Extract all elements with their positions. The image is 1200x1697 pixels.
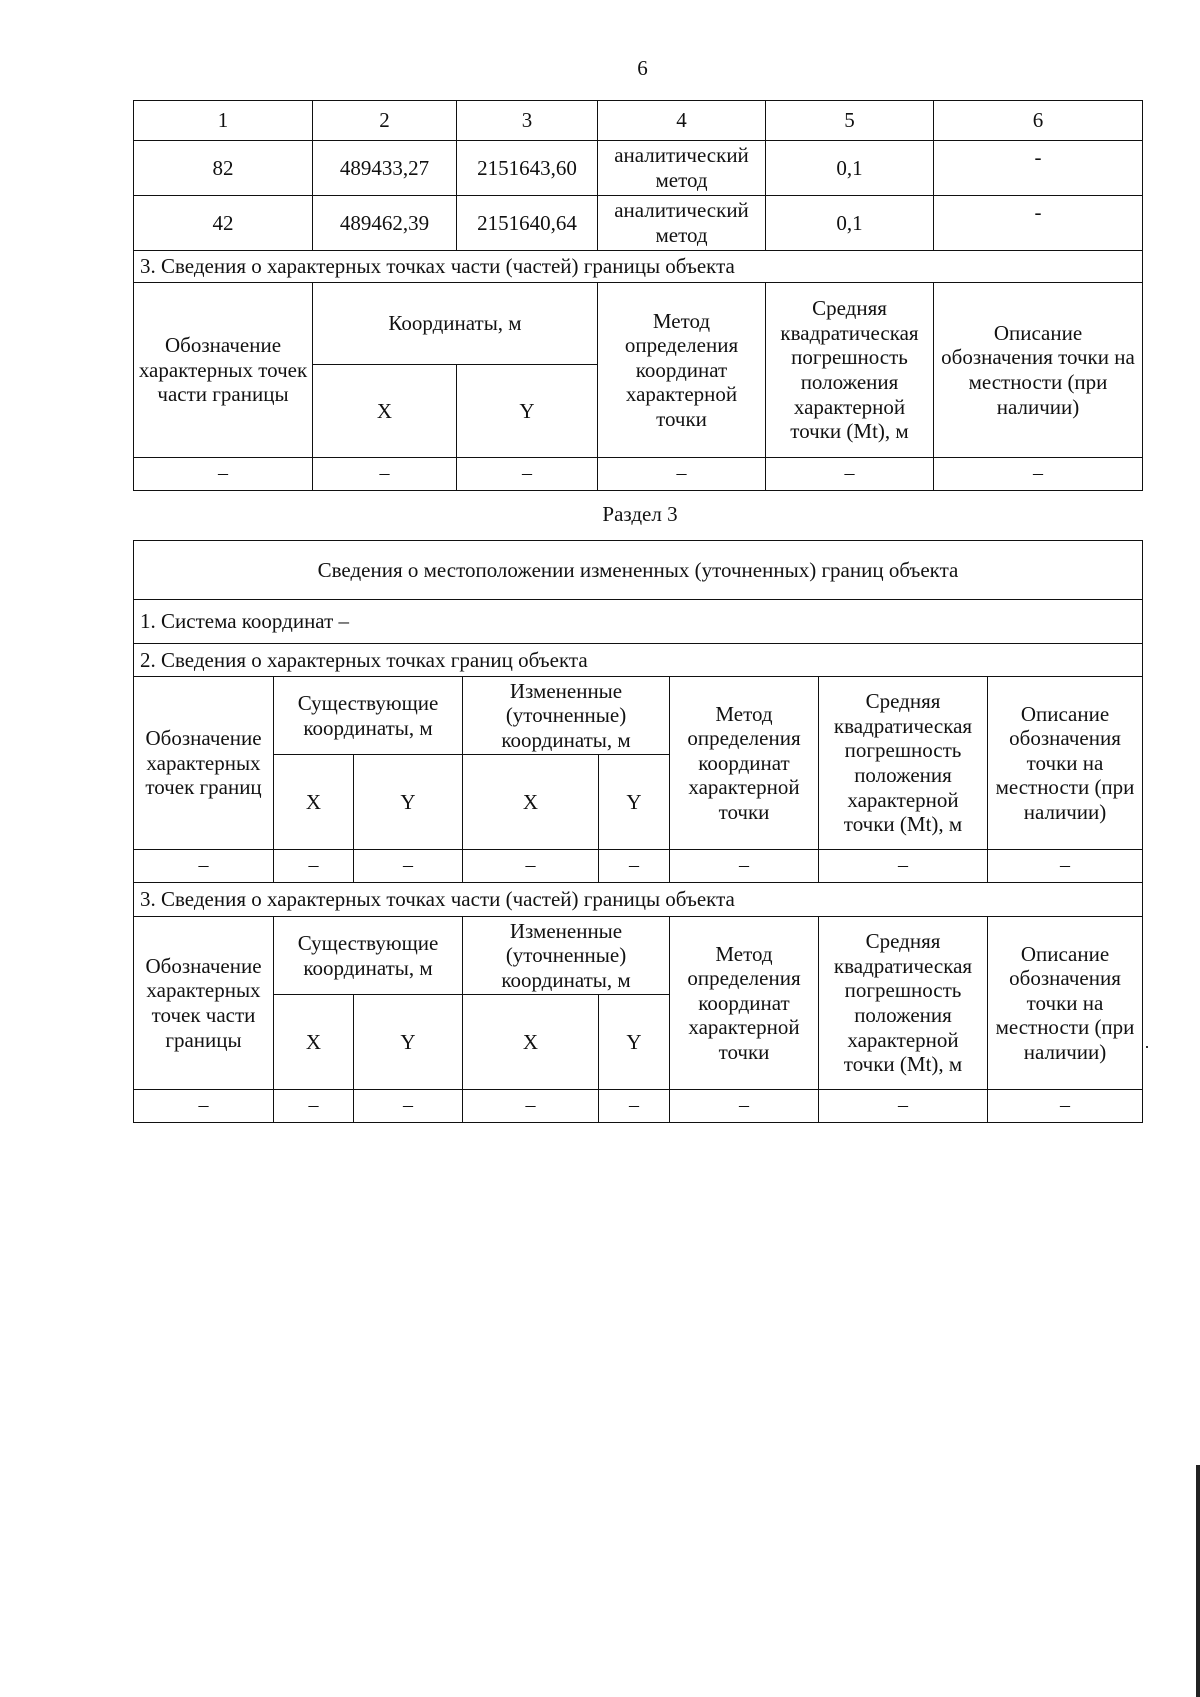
empty-cell: – [463, 1090, 599, 1123]
header-changed-coordinates: Измененные (уточненные) координаты, м [463, 677, 670, 755]
empty-row [134, 850, 1143, 883]
coordinate-x: 489462,39 [313, 196, 457, 251]
header-y: Y [354, 755, 463, 850]
column-number: 2 [313, 101, 457, 141]
section-heading: Раздел 3 [602, 502, 678, 526]
header-description: Описание обозначения точки на местности (при наличии) [988, 917, 1143, 1090]
header-method: Метод определения координат характерной точки [598, 283, 766, 458]
table-title: Сведения о местоположении измененных (уточненных) границ объекта [134, 541, 1143, 600]
header-method: Метод определения координат характерной точки [670, 677, 819, 850]
empty-row [134, 458, 1143, 491]
header-error: Средняя квадратическая погрешность положения характерной точки (Mt), м [819, 677, 988, 850]
part3-title: 3. Сведения о характерных точках части (частей) границы объекта [134, 883, 1143, 917]
header-existing-coordinates: Существующие координаты, м [274, 917, 463, 995]
empty-cell: – [134, 850, 274, 883]
point-number: 82 [134, 141, 313, 196]
coordinate-system: 1. Система координат – [134, 600, 1143, 644]
empty-cell: – [598, 458, 766, 491]
header-row [134, 283, 1143, 365]
column-number: 1 [134, 101, 313, 141]
empty-row [134, 1090, 1143, 1123]
points-table-continued [133, 100, 1143, 491]
header-description: Описание обозначения точки на местности (при наличии) [988, 677, 1143, 850]
header-designation: Обозначение характерных точек части границы [134, 283, 313, 458]
empty-cell: – [463, 850, 599, 883]
header-coordinates: Координаты, м [313, 283, 598, 365]
header-x: X [463, 755, 599, 850]
header-x: X [274, 755, 354, 850]
empty-cell: – [988, 850, 1143, 883]
header-y: Y [599, 755, 670, 850]
empty-cell: – [313, 458, 457, 491]
changed-boundaries-table [133, 540, 1143, 1123]
empty-cell: – [457, 458, 598, 491]
header-row [134, 677, 1143, 755]
empty-cell: – [134, 1090, 274, 1123]
method-cell: аналитический метод [598, 141, 766, 196]
header-y: Y [599, 995, 670, 1090]
empty-cell: – [934, 458, 1143, 491]
table-row [134, 196, 1143, 251]
header-method: Метод определения координат характерной точки [670, 917, 819, 1090]
coordinate-x: 489433,27 [313, 141, 457, 196]
empty-cell: – [599, 1090, 670, 1123]
error-cell: 0,1 [766, 141, 934, 196]
header-row [134, 917, 1143, 995]
error-cell: 0,1 [766, 196, 934, 251]
section-title-row [134, 644, 1143, 677]
table-title-row [134, 541, 1143, 600]
empty-cell: – [670, 1090, 819, 1123]
page-number: 6 [637, 56, 648, 80]
empty-cell: – [354, 1090, 463, 1123]
header-existing-coordinates: Существующие координаты, м [274, 677, 463, 755]
column-number: 6 [934, 101, 1143, 141]
empty-cell: – [599, 850, 670, 883]
coordinate-system-row [134, 600, 1143, 644]
column-number: 3 [457, 101, 598, 141]
header-x: X [274, 995, 354, 1090]
empty-cell: – [274, 850, 354, 883]
column-number: 4 [598, 101, 766, 141]
header-y: Y [354, 995, 463, 1090]
empty-cell: – [134, 458, 313, 491]
description-cell: - [934, 141, 1143, 196]
empty-cell: – [819, 850, 988, 883]
part2-title: 2. Сведения о характерных точках границ объекта [134, 644, 1143, 677]
empty-cell: – [670, 850, 819, 883]
table-row [134, 141, 1143, 196]
column-number-row [134, 101, 1143, 141]
header-designation: Обозначение характерных точек границ [134, 677, 274, 850]
header-description: Описание обозначения точки на местности (при наличии) [934, 283, 1143, 458]
part3-title: 3. Сведения о характерных точках части (частей) границы объекта [134, 251, 1143, 283]
method-cell: аналитический метод [598, 196, 766, 251]
header-y: Y [457, 365, 598, 458]
empty-cell: – [274, 1090, 354, 1123]
scan-dot [1146, 1046, 1148, 1048]
point-number: 42 [134, 196, 313, 251]
header-x: X [463, 995, 599, 1090]
header-error: Средняя квадратическая погрешность положения характерной точки (Mt), м [766, 283, 934, 458]
description-cell: - [934, 196, 1143, 251]
coordinate-y: 2151643,60 [457, 141, 598, 196]
empty-cell: – [988, 1090, 1143, 1123]
header-changed-coordinates: Измененные (уточненные) координаты, м [463, 917, 670, 995]
column-number: 5 [766, 101, 934, 141]
section-title-row [134, 251, 1143, 283]
header-designation: Обозначение характерных точек части границы [134, 917, 274, 1090]
scan-edge-line [1196, 1465, 1200, 1697]
empty-cell: – [354, 850, 463, 883]
header-x: X [313, 365, 457, 458]
empty-cell: – [766, 458, 934, 491]
header-error: Средняя квадратическая погрешность положения характерной точки (Mt), м [819, 917, 988, 1090]
coordinate-y: 2151640,64 [457, 196, 598, 251]
section-title-row [134, 883, 1143, 917]
empty-cell: – [819, 1090, 988, 1123]
